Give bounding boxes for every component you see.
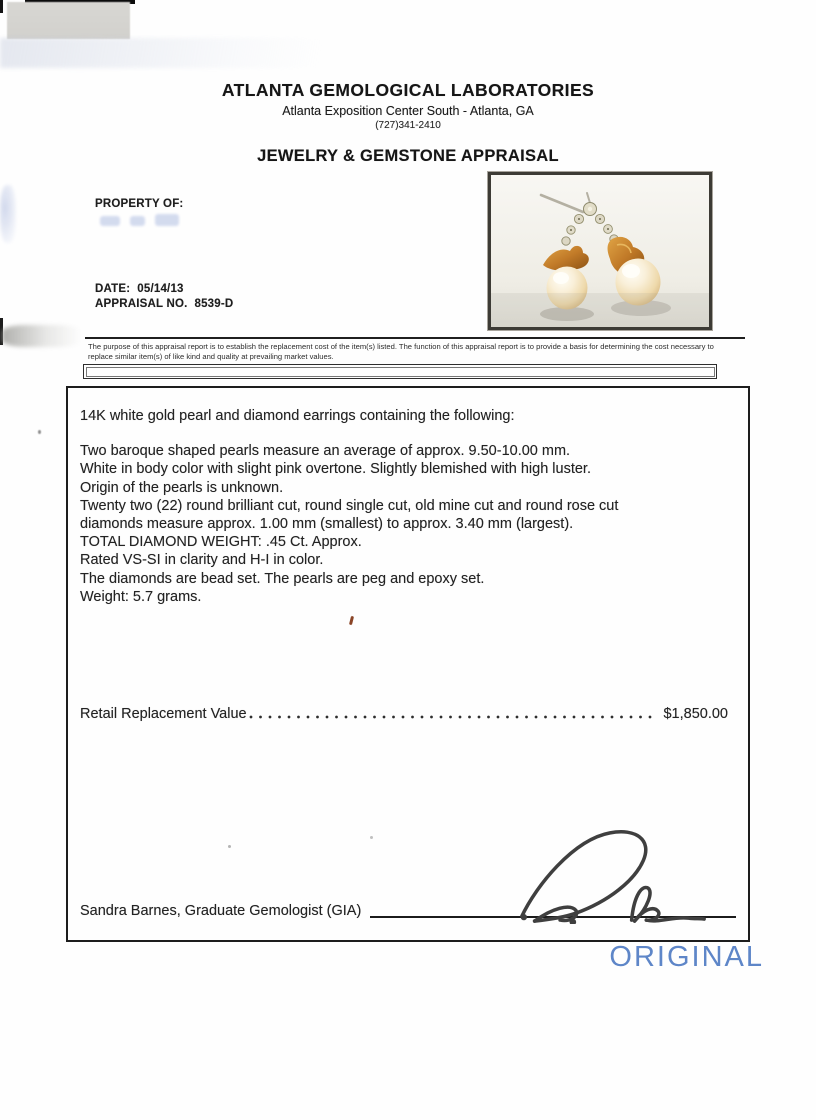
company-name: ATLANTA GEMOLOGICAL LABORATORIES — [221, 80, 595, 100]
disclaimer-text: The purpose of this appraisal report is to establish the replacement cost of the item(s) listed. The function of this appraisal report is to provide a basis for determining the cost necessary to replace similar item(s) of like kind and quality at prevailing market values. — [88, 342, 714, 361]
dot-leader — [249, 708, 658, 722]
description-line: diamonds measure approx. 1.00 mm (smallest) to approx. 3.40 mm (largest). — [80, 516, 574, 533]
scan-artifact-gray-smudge — [2, 325, 82, 347]
item-description — [80, 407, 740, 606]
document-title: JEWELRY & GEMSTONE APPRAISAL — [257, 147, 559, 165]
appraisal-no-label: APPRAISAL NO. — [95, 298, 188, 310]
description-line: Two baroque shaped pearls measure an average of approx. 9.50-10.00 mm. — [80, 443, 571, 460]
company-phone: (727)341-2410 — [375, 120, 441, 131]
description-line: White in body color with slight pink overtone. Slightly blemished with high luster. — [80, 461, 591, 478]
description-intro: 14K white gold pearl and diamond earrings containing the following: — [80, 408, 515, 424]
date-label: DATE: — [95, 283, 131, 295]
property-of-label: PROPERTY OF: — [95, 198, 184, 210]
date-appraisal-block — [95, 282, 233, 312]
original-stamp: ORIGINAL — [609, 941, 764, 973]
valuation-label: Retail Replacement Value — [80, 706, 247, 722]
appraiser-name-line: Sandra Barnes, Graduate Gemologist (GIA) — [80, 903, 362, 919]
handwritten-signature — [516, 826, 712, 924]
appraisal-no-value: 8539-D — [194, 298, 234, 310]
description-line: Rated VS-SI in clarity and H-I in color. — [80, 552, 324, 569]
scan-artifact-blue-smudge — [0, 185, 16, 243]
appraisal-no-row — [95, 297, 233, 312]
valuation-row — [80, 706, 728, 722]
valuation-amount: $1,850.00 — [663, 706, 728, 722]
redacted-owner-name — [100, 216, 120, 226]
empty-field-box-inner — [86, 367, 715, 377]
scan-artifact-blue-wedge — [0, 38, 430, 68]
letterhead — [108, 80, 708, 166]
description-line: Twenty two (22) round brilliant cut, round single cut, old mine cut and round rose cut — [80, 497, 619, 514]
description-line: The diamonds are bead set. The pearls are peg and epoxy set. — [80, 570, 485, 587]
scan-artifact-gray-box — [7, 2, 130, 39]
redacted-owner-name — [155, 214, 179, 226]
earrings-photo — [488, 172, 712, 330]
disclaimer-top-rule — [85, 337, 745, 339]
scan-artifact-left-tick-top — [0, 0, 3, 13]
pearl-earrings-image — [491, 175, 709, 327]
description-line: TOTAL DIAMOND WEIGHT: .45 Ct. Approx. — [80, 534, 362, 551]
scan-artifact-dot — [38, 430, 41, 434]
redacted-owner-name — [130, 216, 145, 226]
company-address: Atlanta Exposition Center South - Atlanta, GA — [282, 104, 534, 118]
date-value: 05/14/13 — [137, 283, 184, 295]
empty-field-box — [83, 364, 717, 379]
date-row — [95, 282, 233, 297]
description-line: Weight: 5.7 grams. — [80, 588, 202, 605]
description-line: Origin of the pearls is unknown. — [80, 479, 284, 496]
